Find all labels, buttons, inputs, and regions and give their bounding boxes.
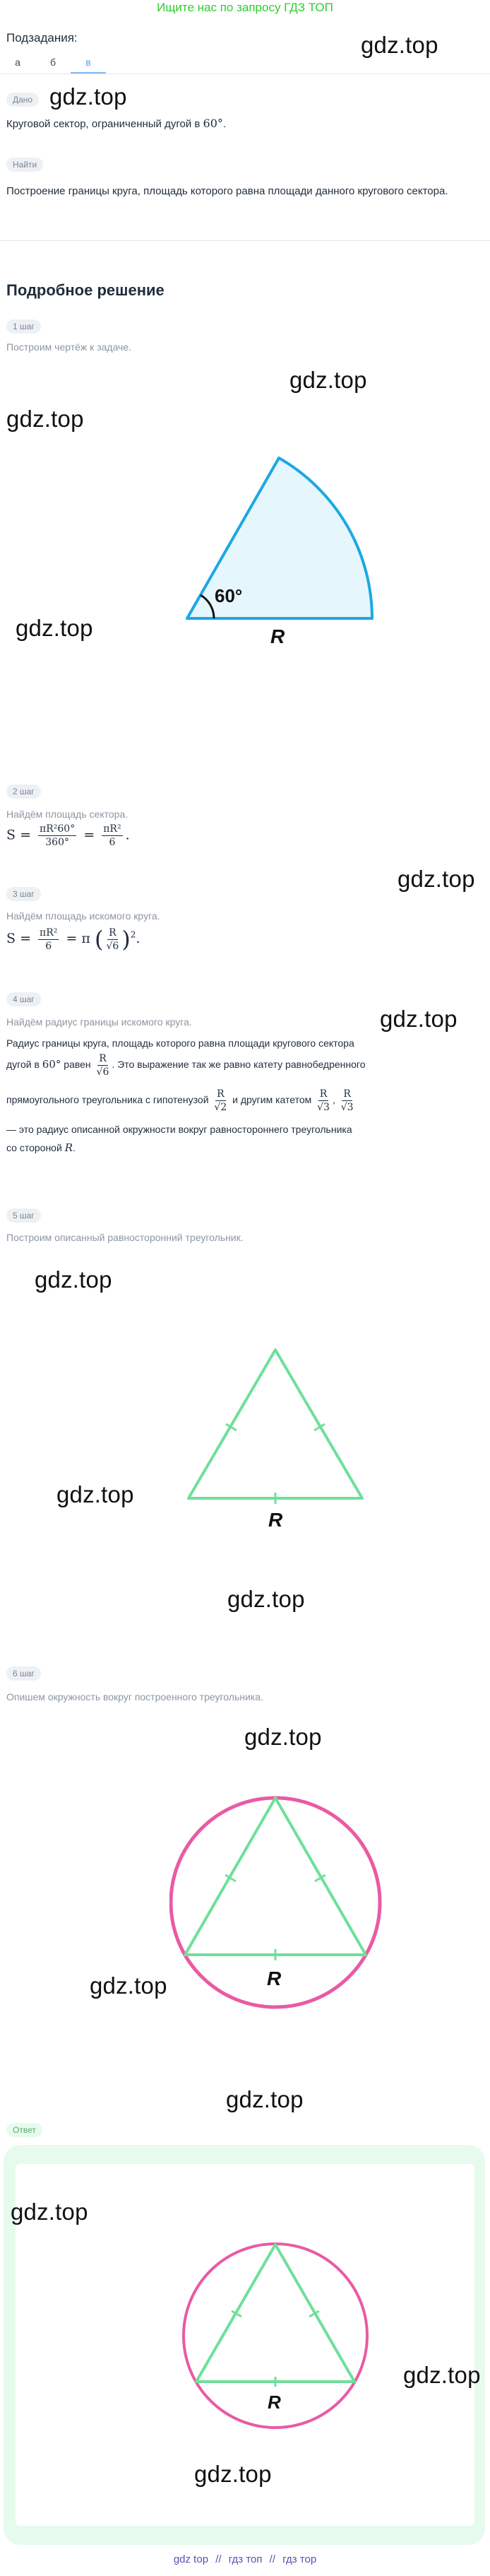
watermark: gdz.top	[226, 2086, 304, 2112]
math-R: R	[64, 1141, 73, 1154]
frac-sector	[38, 823, 76, 848]
side-label: R	[270, 625, 285, 647]
watermark: gdz.top	[90, 1972, 167, 1999]
find-pill: Найти	[6, 158, 43, 172]
math-S: S	[6, 827, 16, 843]
frac-num: πR²	[103, 823, 121, 835]
paren-open: (	[94, 926, 104, 953]
math-dot: .	[125, 827, 130, 843]
step-4-line3	[6, 1088, 357, 1113]
step-5-text: Построим описанный равносторонний треугольник.	[6, 1232, 244, 1243]
frac-den: √3	[340, 1102, 354, 1113]
math-dot: .	[136, 931, 141, 946]
watermark: gdz.top	[244, 1724, 322, 1750]
frac-den: √3	[317, 1102, 330, 1113]
step-4-line5	[6, 1139, 76, 1156]
frac-num: R	[109, 927, 116, 939]
text-span: и другим катетом	[232, 1094, 312, 1106]
given-angle: 60°	[203, 117, 223, 130]
step-6-pill: 6 шаг	[6, 1666, 41, 1681]
step-2-pill: 2 шаг	[6, 784, 41, 799]
frac-sector-simplified	[102, 823, 122, 848]
watermark: gdz.top	[11, 2199, 88, 2225]
watermark: gdz.top	[403, 2362, 481, 2388]
equilateral-triangle	[189, 1350, 362, 1498]
frac-num: πR²	[40, 927, 58, 939]
divider	[0, 240, 490, 241]
math-eq: =	[66, 931, 78, 946]
step-3-text: Найдём площадь искомого круга.	[6, 910, 160, 922]
angle-label: 60°	[215, 585, 243, 606]
given-pill: Дано	[6, 93, 39, 107]
watermark: gdz.top	[194, 2461, 272, 2487]
step-4-line4: — это радиус описанной окружности вокруг равностороннего треугольника	[6, 1124, 352, 1135]
frac-circle	[38, 927, 59, 952]
given-text-body: Круговой сектор, ограниченный дугой в	[6, 118, 201, 130]
text-span: . Это выражение так же равно катету равнобедренного	[112, 1059, 366, 1071]
frac-circumradius	[341, 1088, 354, 1113]
text-span: со стороной	[6, 1142, 62, 1153]
circle-area-formula	[6, 926, 140, 953]
subtask-tab-a[interactable]: а	[15, 57, 20, 68]
text-span: прямоугольного треугольника с гипотенузой	[6, 1094, 209, 1106]
solution-title: Подробное решение	[6, 281, 165, 299]
subtask-tab-b[interactable]: б	[49, 57, 56, 68]
footer-separator: //	[215, 2553, 222, 2565]
watermark: gdz.top	[56, 1481, 134, 1507]
math-dot: .	[72, 1142, 76, 1153]
math-angle: 60°	[42, 1058, 61, 1071]
text-span: равен	[64, 1059, 91, 1071]
frac-hypotenuse	[214, 1088, 227, 1113]
equilateral-triangle	[196, 2245, 354, 2382]
step-6-text: Опишем окружность вокруг построенного треугольника.	[6, 1691, 263, 1702]
top-promo-link[interactable]: Ищите нас по запросу ГДЗ ТОП	[157, 1, 333, 14]
frac-radius	[106, 927, 119, 952]
find-text: Построение границы круга, площадь которого равна площади данного кругового сектора.	[6, 185, 448, 197]
step-4-line1: Радиус границы круга, площадь которого равна площади кругового сектора	[6, 1037, 354, 1049]
math-eq: =	[83, 827, 95, 843]
text-span: дугой в	[6, 1059, 40, 1071]
math-eq: =	[20, 827, 31, 843]
watermark: gdz.top	[380, 1006, 458, 1032]
watermark: gdz.top	[227, 1586, 305, 1612]
watermark: gdz.top	[361, 32, 438, 58]
footer-link[interactable]: гдз тор	[282, 2553, 317, 2565]
frac-den: √6	[96, 1066, 109, 1078]
math-square: 2	[130, 929, 136, 940]
frac-den: √2	[214, 1102, 227, 1113]
watermark: gdz.top	[49, 83, 127, 110]
step-2-text: Найдём площадь сектора.	[6, 808, 129, 820]
given-text	[6, 115, 226, 133]
answer-figure	[169, 2240, 381, 2452]
math-pi: π	[81, 931, 90, 946]
math-eq: =	[20, 931, 31, 946]
subtask-tab-v[interactable]: в	[85, 57, 91, 68]
footer-link[interactable]: гдз топ	[228, 2553, 263, 2565]
circumcircle-figure	[169, 1792, 395, 2018]
side-label: R	[268, 2392, 281, 2413]
answer-pill: Ответ	[6, 2123, 42, 2137]
watermark: gdz.top	[289, 367, 367, 393]
frac-num: R	[319, 1088, 328, 1100]
math-S: S	[6, 931, 16, 946]
frac-num: R	[343, 1088, 351, 1100]
frac-den: 6	[109, 837, 116, 848]
step-3-pill: 3 шаг	[6, 887, 41, 901]
divider	[0, 73, 490, 74]
step-4-text: Найдём радиус границы искомого круга.	[6, 1016, 192, 1028]
frac-den: √6	[106, 940, 119, 952]
triangle-figure	[169, 1329, 381, 1541]
frac-num: R	[99, 1053, 107, 1064]
watermark: gdz.top	[6, 406, 84, 432]
step-1-pill: 1 шаг	[6, 319, 41, 334]
frac-radius	[97, 1053, 109, 1078]
step-4-pill: 4 шаг	[6, 992, 41, 1006]
watermark: gdz.top	[35, 1266, 112, 1293]
paren-close: )	[121, 926, 131, 953]
footer-separator: //	[269, 2553, 276, 2565]
footer-link[interactable]: gdz top	[173, 2553, 209, 2565]
frac-num: R	[217, 1088, 225, 1100]
frac-leg	[317, 1088, 330, 1113]
subtasks-label: Подзадания:	[6, 31, 78, 45]
math-comma: ,	[332, 1094, 335, 1106]
watermark: gdz.top	[16, 615, 93, 641]
frac-den: 6	[45, 940, 52, 952]
step-4-line2	[6, 1053, 366, 1078]
given-end: .	[222, 118, 227, 130]
watermark: gdz.top	[398, 866, 475, 892]
side-label: R	[268, 1509, 283, 1531]
footer-links	[0, 2553, 490, 2565]
step-1-text: Построим чертёж к задаче.	[6, 341, 132, 353]
sector-area-formula	[6, 823, 130, 848]
sector-figure	[169, 438, 395, 650]
side-label: R	[267, 1968, 282, 1989]
frac-den: 360°	[45, 837, 69, 848]
step-5-pill: 5 шаг	[6, 1208, 41, 1223]
frac-num: πR²60°	[40, 823, 76, 835]
